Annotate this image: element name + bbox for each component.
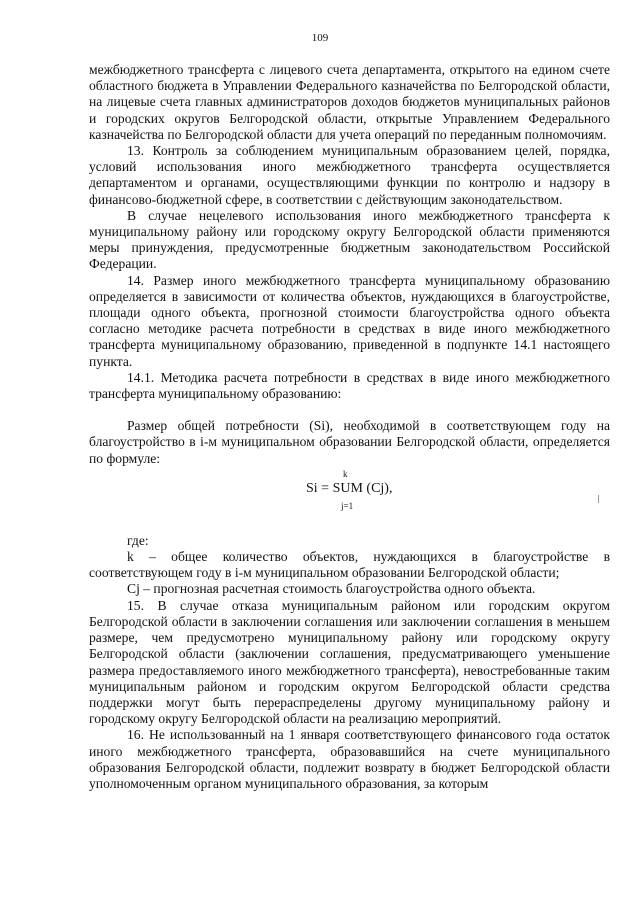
definition-where: где: xyxy=(127,532,149,548)
formula xyxy=(89,469,610,527)
formula-upper-limit: k xyxy=(343,468,348,479)
document-body xyxy=(89,62,610,792)
formula-lower-limit: j=1 xyxy=(341,500,354,511)
paragraph-formula-intro: Размер общей потребности (Si), необходимой в соответствующем году на благоустройство в i-м муниципальном образовании Белгородской области, определяется по формуле: xyxy=(89,418,610,466)
page-number: 109 xyxy=(311,32,329,44)
paragraph-13: 13. Контроль за соблюдением муниципальным образованием целей, порядка, условий использования иного межбюджетного трансферта осуществляется департаментом и органами, осуществляющими функции по контролю и надзору в финансово-бюджетной сфере, в соответствии с действующим законодательством. xyxy=(89,143,610,207)
paragraph-16: 16. Не использованный на 1 января соответствующего финансового года остаток иного межбюджетного трансферта, образовавшийся на счете муниципального образования Белгородской области, подлежит возврату в бюджет Белгородской области уполномоченным органом муниципального образования, за которым xyxy=(89,727,610,791)
spacer xyxy=(89,402,610,418)
paragraph-misuse: В случае нецелевого использования иного межбюджетного трансферта к муниципальному району или городскому округу Белгородской области применяются меры принуждения, предусмотренные бюджетным законодательством Российской Федерации. xyxy=(89,207,610,272)
paragraph-14: 14. Размер иного межбюджетного трансферта муниципальному образованию определяется в зависимости от количества объектов, нуждающихся в благоустройстве, площади одного объекта, прогнозной стоимости благоустройства одного объекта согласно методике расчета потребности в средствах в виде иного межбюджетного трансферта муниципальному образованию, приведенной в подпункте 14.1 настоящего пункта. xyxy=(89,272,610,369)
definition-k: k – общее количество объектов, нуждающихся в благоустройстве в соответствующем году в i-м муниципальном образовании Белгородской области; xyxy=(89,549,610,581)
paragraph-14-1: 14.1. Методика расчета потребности в средствах в виде иного межбюджетного трансферта муниципальному образованию: xyxy=(89,369,610,402)
definition-cj: Cj – прогнозная расчетная стоимость благоустройства одного объекта. xyxy=(127,581,536,597)
scan-mark xyxy=(598,495,599,503)
paragraph-continuation: межбюджетного трансферта с лицевого счета департамента, открытого на едином счете областного бюджета в Управлении Федерального казначейства по Белгородской области, на лицевые счета главных администраторов доходов бюджетов муниципальных районов и городских округов Белгородской области, открытые Управлением Федерального казначейства по Белгородской области для учета операций по переданным полномочиям. xyxy=(89,62,610,142)
paragraph-15: 15. В случае отказа муниципальным районом или городским округом Белгородской области в заключении соглашения или заключении соглашения в меньшем размере, чем предусмотрено муниципальному району или городскому округу Белгородской области (заключении соглашения, предусматривающего уменьшение размера предоставляемого иного межбюджетного трансферта), невостребованные таким муниципальным районом и городским округом Белгородской области средства поддержки могут быть перераспределены другому муниципальному району и городскому округу Белгородской области на реализацию мероприятий. xyxy=(89,597,610,727)
formula-main: Si = SUM (Cj), xyxy=(306,480,393,496)
